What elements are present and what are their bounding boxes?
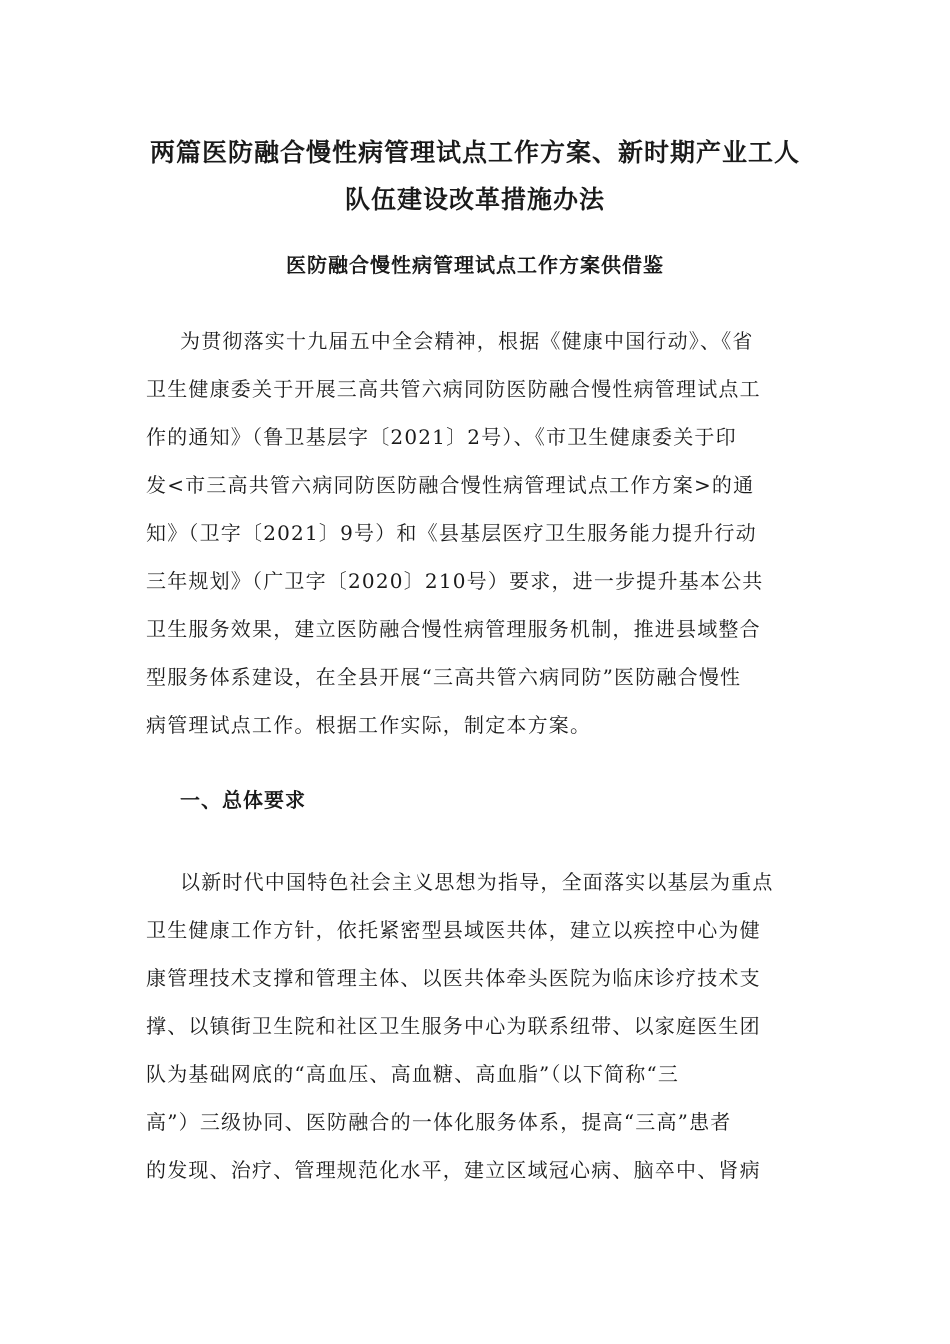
section-1-paragraph — [146, 858, 806, 1194]
paragraph-line: 的发现、治疗、管理规范化水平，建立区域冠心病、脑卒中、肾病 — [146, 1158, 761, 1182]
paragraph-line: 知》（卫字〔2021〕9号）和《县基层医疗卫生服务能力提升行动 — [146, 521, 757, 545]
paragraph-line: 为贯彻落实十九届五中全会精神，根据《健康中国行动》、《省 — [180, 329, 754, 353]
paragraph-line: 卫生健康委关于开展三高共管六病同防医防融合慢性病管理试点工 — [146, 377, 761, 401]
paragraph-line: 病管理试点工作。根据工作实际，制定本方案。 — [146, 713, 592, 737]
document-title-line-2: 队伍建设改革措施办法 — [344, 185, 605, 214]
paragraph-line: 康管理技术支撑和管理主体、以医共体牵头医院为临床诊疗技术支 — [146, 966, 761, 990]
document-subtitle: 医防融合慢性病管理试点工作方案供借鉴 — [286, 253, 664, 277]
paragraph-line: 型服务体系建设，在全县开展“三高共管六病同防”医防融合慢性 — [146, 665, 742, 689]
paragraph-line: 三年规划》（广卫字〔2020〕210号）要求，进一步提升基本公共 — [146, 569, 764, 593]
paragraph-line: 作的通知》（鲁卫基层字〔2021〕2号）、《市卫生健康委关于印 — [146, 425, 737, 449]
paragraph-line: 卫生服务效果，建立医防融合慢性病管理服务机制，推进县域整合 — [146, 617, 761, 641]
paragraph-line: 以新时代中国特色社会主义思想为指导，全面落实以基层为重点 — [180, 870, 774, 894]
paragraph-line: 队为基础网底的“高血压、高血糖、高血脂”（以下简称“三 — [146, 1062, 680, 1086]
paragraph-line: 卫生健康工作方针，依托紧密型县域医共体，建立以疾控中心为健 — [146, 918, 761, 942]
paragraph-line: 发<市三高共管六病同防医防融合慢性病管理试点工作方案>的通 — [146, 473, 755, 497]
paragraph-line: 撑、以镇街卫生院和社区卫生服务中心为联系纽带、以家庭医生团 — [146, 1014, 761, 1038]
intro-paragraph — [146, 317, 806, 749]
section-1-heading: 一、总体要求 — [180, 788, 306, 812]
paragraph-line: 高”）三级协同、医防融合的一体化服务体系，提高“三高”患者 — [146, 1110, 732, 1134]
document-title-line-1: 两篇医防融合慢性病管理试点工作方案、新时期产业工人 — [149, 138, 800, 167]
